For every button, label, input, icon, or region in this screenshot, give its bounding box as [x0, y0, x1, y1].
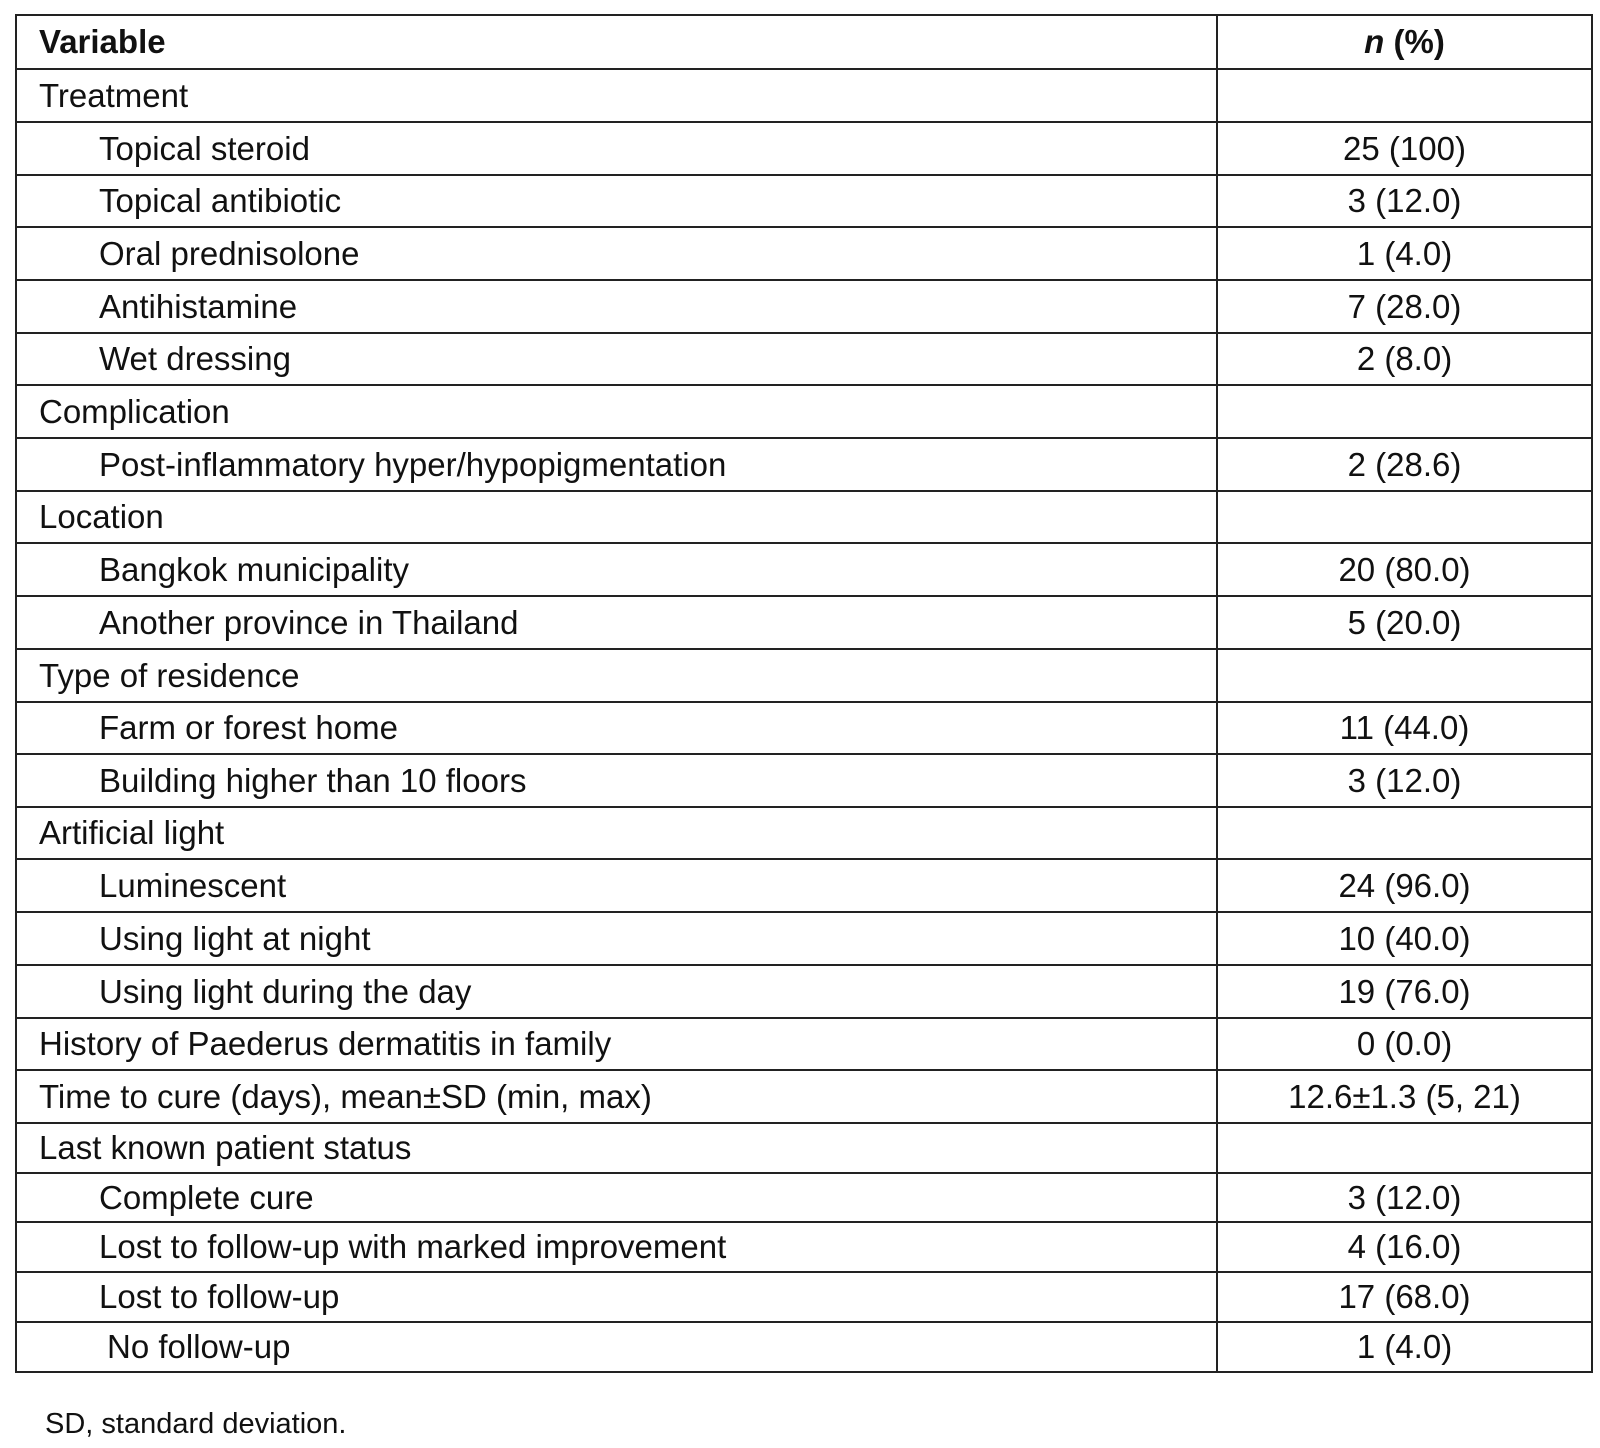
- row-label: Last known patient status: [17, 1124, 1218, 1172]
- row-label: Topical steroid: [17, 123, 1218, 174]
- table-row: [17, 437, 1591, 490]
- row-label: Complication: [17, 386, 1218, 437]
- table-row: [17, 964, 1591, 1017]
- row-value: 10 (40.0): [1338, 919, 1471, 957]
- row-value: 17 (68.0): [1338, 1278, 1471, 1315]
- row-value: 5 (20.0): [1347, 603, 1462, 641]
- table-footnote: SD, standard deviation.: [45, 1408, 347, 1440]
- table-row: [17, 753, 1591, 806]
- table-row-category: [17, 806, 1591, 858]
- row-label: Using light during the day: [17, 966, 1218, 1017]
- row-label: Type of residence: [17, 650, 1218, 701]
- row-value: 3 (12.0): [1347, 1178, 1462, 1216]
- table-row: [17, 1321, 1591, 1371]
- row-label: Lost to follow-up with marked improvement: [17, 1223, 1218, 1271]
- row-value: 3 (12.0): [1347, 182, 1462, 219]
- row-value: [1218, 1124, 1591, 1172]
- table-row-category: [17, 490, 1591, 542]
- row-value: 1 (4.0): [1356, 234, 1453, 272]
- row-value: 3 (12.0): [1347, 761, 1462, 799]
- table-row: [17, 911, 1591, 964]
- table-row: [17, 1271, 1591, 1321]
- table-row-category: [17, 68, 1591, 121]
- table-row: [17, 858, 1591, 911]
- table-row: [17, 332, 1591, 384]
- row-value: 4 (16.0): [1347, 1228, 1462, 1265]
- row-value: 2 (8.0): [1356, 340, 1453, 377]
- row-value: [1218, 492, 1591, 542]
- table-row-category: [17, 648, 1591, 701]
- table-row: [17, 1221, 1591, 1271]
- table-row: [17, 1172, 1591, 1221]
- table-header-row: [17, 16, 1591, 68]
- row-value: 7 (28.0): [1347, 287, 1462, 325]
- row-label: Bangkok municipality: [17, 544, 1218, 595]
- row-label: History of Paederus dermatitis in family: [17, 1019, 1218, 1069]
- row-label: Oral prednisolone: [17, 228, 1218, 279]
- row-label: Artificial light: [17, 808, 1218, 858]
- row-value: [1218, 808, 1591, 858]
- header-variable: Variable: [17, 16, 1218, 68]
- row-label: Antihistamine: [17, 281, 1218, 332]
- data-table: [15, 14, 1593, 1373]
- table-row: [17, 279, 1591, 332]
- row-label: Wet dressing: [17, 334, 1218, 384]
- row-label: Location: [17, 492, 1218, 542]
- row-label: Post-inflammatory hyper/hypopigmentation: [17, 439, 1218, 490]
- row-value: [1218, 70, 1591, 121]
- table-row-category: [17, 1122, 1591, 1172]
- table-row: [17, 701, 1591, 753]
- row-label: Building higher than 10 floors: [17, 755, 1218, 806]
- header-pct: (%): [1384, 23, 1445, 60]
- header-n-percent: [1218, 16, 1591, 68]
- header-n: n: [1364, 23, 1385, 60]
- row-label: Time to cure (days), mean±SD (min, max): [17, 1071, 1218, 1122]
- table-row: [17, 226, 1591, 279]
- table-row: [17, 121, 1591, 174]
- row-value: 1 (4.0): [1356, 1328, 1453, 1365]
- row-label: Another province in Thailand: [17, 597, 1218, 648]
- table-row: [17, 542, 1591, 595]
- row-label: Using light at night: [17, 913, 1218, 964]
- row-value: 24 (96.0): [1338, 866, 1471, 904]
- table-row-category: [17, 384, 1591, 437]
- table-row-category: [17, 1069, 1591, 1122]
- row-value: 25 (100): [1343, 129, 1466, 167]
- row-value: 12.6±1.3 (5, 21): [1288, 1077, 1521, 1115]
- row-label: Lost to follow-up: [17, 1273, 1218, 1321]
- row-value: [1218, 386, 1591, 437]
- row-value: 20 (80.0): [1338, 550, 1471, 588]
- table-row-category: [17, 1017, 1591, 1069]
- row-label: Luminescent: [17, 860, 1218, 911]
- table-row: [17, 174, 1591, 226]
- row-label: Farm or forest home: [17, 703, 1218, 753]
- row-value: [1218, 650, 1591, 701]
- row-label: Topical antibiotic: [17, 176, 1218, 226]
- row-label: Complete cure: [17, 1174, 1218, 1221]
- row-label: No follow-up: [17, 1323, 1218, 1371]
- row-value: 19 (76.0): [1338, 972, 1471, 1010]
- row-value: 11 (44.0): [1339, 709, 1470, 746]
- table-body: [17, 68, 1591, 1371]
- row-label: Treatment: [17, 70, 1218, 121]
- row-value: 0 (0.0): [1356, 1025, 1453, 1062]
- row-value: 2 (28.6): [1347, 445, 1462, 483]
- table-row: [17, 595, 1591, 648]
